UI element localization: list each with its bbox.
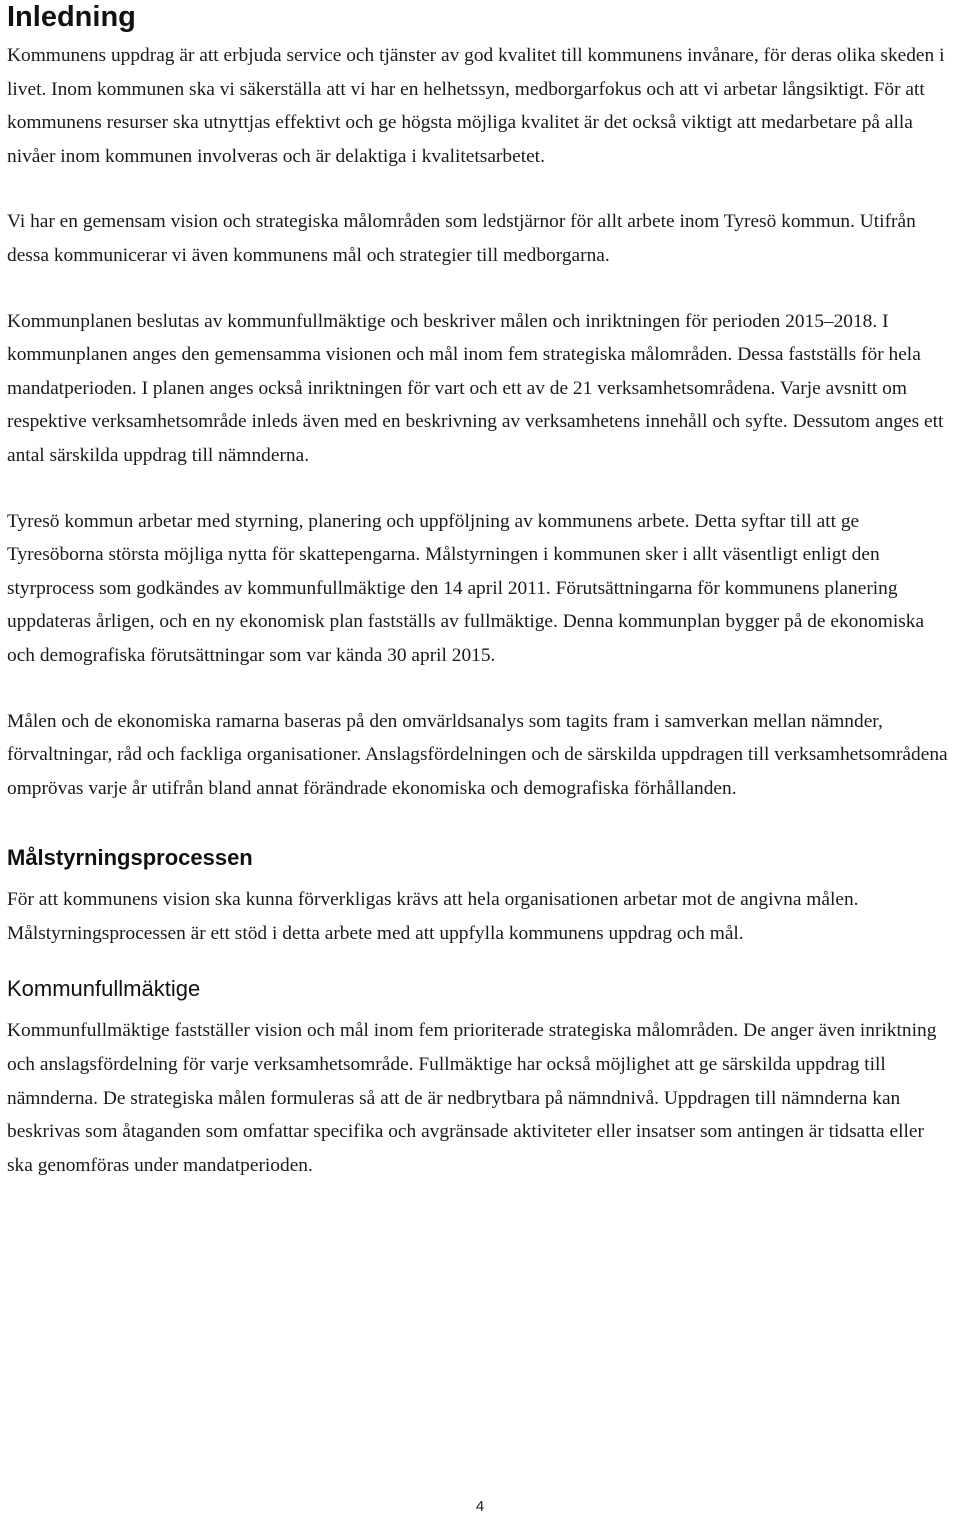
section-heading-malstyrning: Målstyrningsprocessen (7, 845, 253, 871)
intro-paragraph-4: Tyresö kommun arbetar med styrning, planering och uppföljning av kommunens arbete. Detta syftar till att ge Tyresöborna största möjliga nytta för skattepengarna. Målstyrningen i kommunen sker i allt väsentligt enligt den styrprocess som godkändes av kommunfullmäktige den 14 april 2011. Förutsättningarna för kommunens planering uppdateras årligen, och en ny ekonomisk plan fastställs av fullmäktige. Denna kommunplan bygger på de ekonomiska och demografiska förutsättningar som var kända 30 april 2015. (7, 510, 925, 666)
intro-paragraph-2: Vi har en gemensam vision och strategiska målområden som ledstjärnor för allt arbete inom Tyresö kommun. Utifrån dessa kommunicerar vi även kommunens mål och strategier till medborgarna. (7, 211, 916, 266)
section-heading-kommunfullmaktige: Kommunfullmäktige (7, 976, 201, 1002)
page-title: Inledning (7, 1, 136, 33)
process-paragraph: För att kommunens vision ska kunna förverkligas krävs att hela organisationen arbetar mot de angivna målen. Målstyrningsprocessen är ett stöd i detta arbete med att uppfylla kommunens uppdrag och mål. (7, 889, 859, 944)
intro-paragraph-5: Målen och de ekonomiska ramarna baseras på den omvärldsanalys som tagits fram i samverkan mellan nämnder, förvaltningar, råd och fackliga organisationer. Anslagsfördelningen och de särskilda uppdragen till verksamhetsområdena omprövas varje år utifrån bland annat förändrade ekonomiska och demografiska förhållanden. (7, 710, 948, 799)
council-paragraph: Kommunfullmäktige fastställer vision och mål inom fem prioriterade strategiska målområden. De anger även inriktning och anslagsfördelning för varje verksamhetsområde. Fullmäktige har också möjlighet att ge särskilda uppdrag till nämnderna. De strategiska målen formuleras så att de är nedbrytbara på nämndnivå. Uppdragen till nämnderna kan beskrivas som åtaganden som omfattar specifika och avgränsade aktiviteter eller insatser som antingen är tidsatta eller ska genomföras under mandatperioden. (7, 1020, 937, 1176)
page-number: 4 (475, 1498, 485, 1515)
intro-paragraph-3: Kommunplanen beslutas av kommunfullmäktige och beskriver målen och inriktningen för perioden 2015–2018. I kommunplanen anges den gemensamma visionen och mål inom fem strategiska målområden. Dessa fastställs för hela mandatperioden. I planen anges också inriktningen för vart och ett av de 21 verksamhetsområdena. Varje avsnitt om respektive verksamhetsområde inleds även med en beskrivning av verksamhetens innehåll och syfte. Dessutom anges ett antal särskilda uppdrag till nämnderna. (7, 310, 944, 466)
document-page (7, 0, 952, 1182)
intro-paragraph-1: Kommunens uppdrag är att erbjuda service och tjänster av god kvalitet till kommunens invånare, för deras olika skeden i livet. Inom kommunen ska vi säkerställa att vi har en helhetssyn, medborgarfokus och att vi arbetar långsiktigt. För att kommunens resurser ska utnyttjas effektivt och ge högsta möjliga kvalitet är det också viktigt att medarbetare på alla nivåer inom kommunen involveras och är delaktiga i kvalitetsarbetet. (7, 45, 945, 167)
